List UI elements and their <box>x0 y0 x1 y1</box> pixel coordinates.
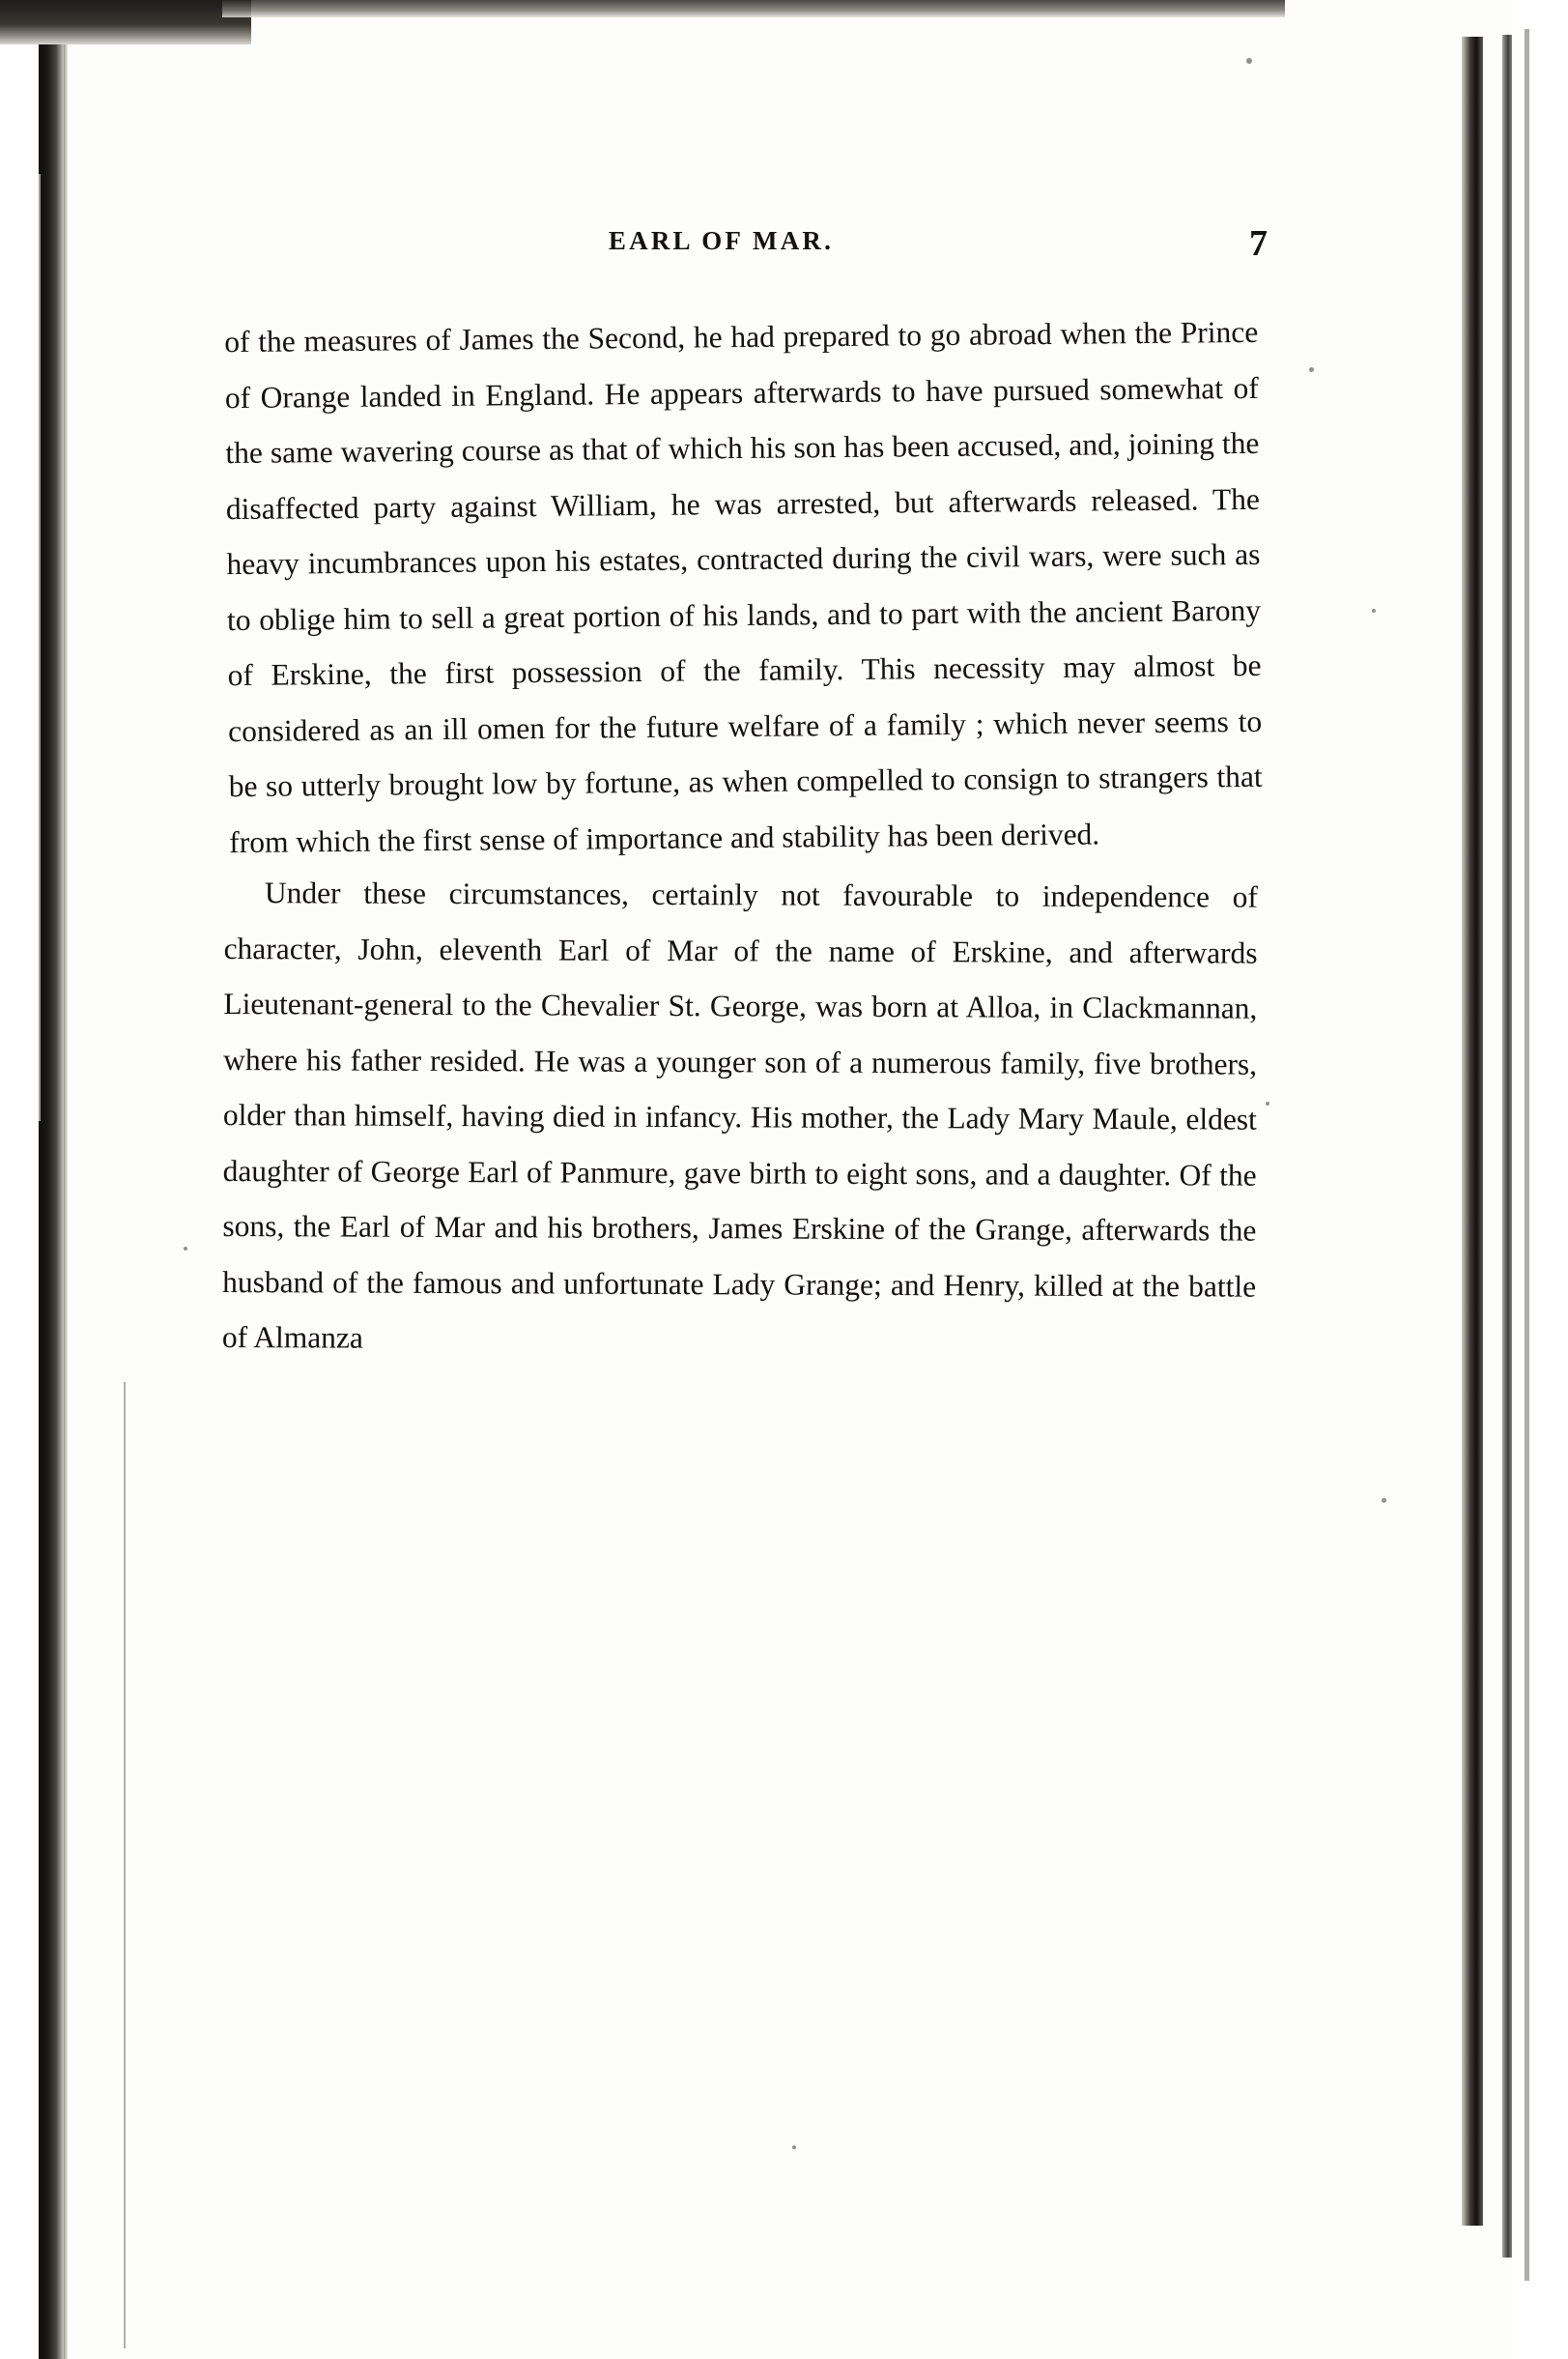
text-block <box>221 223 1268 1366</box>
scan-speck <box>1382 1498 1386 1503</box>
paragraph: of the measures of James the Second, he had prepared to go abroad when the Prince of Orange landed in England. He appears afterwards to have pursued somewhat of the same wavering course as that of which his son has been accused, and, joining the disaffected party against William, he was arrested, but afterwards released. The heavy incumbrances upon his estates, contracted during the civil wars, were such as to oblige him to sell a great portion of his lands, and to part with the ancient Barony of Erskine, the first possession of the family. This necessity may almost be considered as an ill omen for the future welfare of a family ; which never seems to be so utterly brought low by fortune, as when compelled to consign to strangers that from which the first sense of importance and stability has been derived. <box>224 314 1263 859</box>
book-binding-gutter <box>39 0 64 2359</box>
page-block-edge <box>1462 37 1483 2226</box>
scan-speck <box>1372 609 1376 613</box>
page-left-white-margin <box>0 0 41 2359</box>
page-block-edge-thin <box>1525 29 1529 2281</box>
scan-speck <box>1246 58 1252 64</box>
running-head-title: EARL OF MAR. <box>608 226 835 255</box>
scan-speck <box>184 1247 187 1251</box>
page-frame-rule-upper <box>39 174 41 1121</box>
scan-top-shadow-secondary <box>222 0 1285 17</box>
page-right-white-margin <box>1512 0 1568 2359</box>
paragraph: Under these circumstances, certainly not favourable to independence of character, John, eleventh Earl of Mar of the name of Erskine, and afterwards Lieutenant-general to the Chevalier St. George, was born at Alloa, in Clackmannan, where his father resided. He was a younger son of a numerous family, five brothers, older than himself, having died in infancy. His mother, the Lady Mary Maule, eldest daughter of George Earl of Panmure, gave birth to eight sons, and a daughter. Of the sons, the Earl of Mar and his brothers, James Erskine of the Grange, afterwards the husband of the famous and unfortunate Lady Grange; and Henry, killed at the battle of Almanza <box>221 876 1258 1355</box>
scan-speck <box>1309 367 1314 372</box>
page-block-edge-secondary <box>1502 35 1512 2258</box>
scan-speck <box>1266 1102 1269 1106</box>
scan-speck <box>792 2145 796 2149</box>
page-frame-rule-lower <box>124 1382 126 2348</box>
binding-highlight <box>64 8 68 2359</box>
running-head <box>224 223 1268 271</box>
scan-top-shadow <box>0 0 251 44</box>
page-number: 7 <box>1249 223 1268 264</box>
body-text <box>221 309 1263 1366</box>
